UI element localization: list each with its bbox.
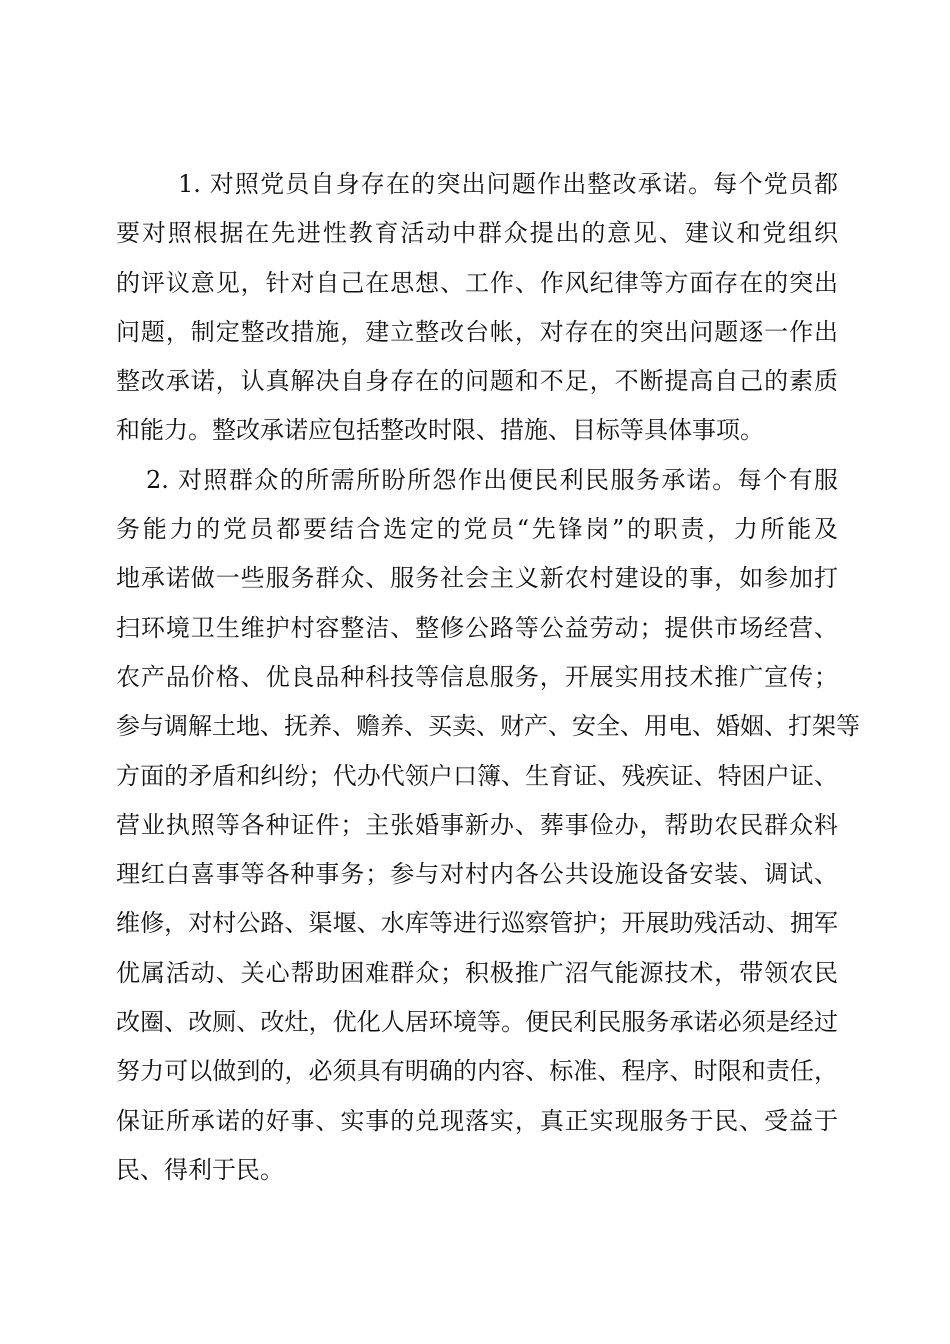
text-line: 优属活动、关心帮助困难群众；积极推广沼气能源技术，带领农民 [116,958,838,987]
text-line: 保证所承诺的好事、实事的兑现落实，真正实现服务于民、受益于 [116,1106,838,1135]
paragraph-1 [116,160,838,456]
text-line: 维修，对村公路、渠堰、水库等进行巡察管护；开展助残活动、拥军 [116,909,838,938]
text-line: 整改承诺，认真解决自身存在的问题和不足，不断提高自己的素质 [116,367,838,396]
text-line: 农产品价格、优良品种科技等信息服务，开展实用技术推广宣传； [116,662,838,691]
text-line: 营业执照等各种证件；主张婚事新办、葬事俭办，帮助农民群众料 [116,810,838,839]
text-line: 参与调解土地、抚养、赡养、买卖、财产、安全、用电、婚姻、打架等 [116,712,860,741]
text-line: 扫环境卫生维护村容整洁、整修公路等公益劳动；提供市场经营、 [116,613,838,642]
text-line: 务能力的党员都要结合选定的党员“先锋岗”的职责，力所能及 [116,515,838,544]
text-line: 改圈、改厕、改灶，优化人居环境等。便民利民服务承诺必须是经过 [116,1008,838,1037]
document-body [116,160,860,1195]
text-line: 和能力。整改承诺应包括整改时限、措施、目标等具体事项。 [116,416,764,445]
text-line: 理红白喜事等各种事务；参与对村内各公共设施设备安装、调试、 [116,860,838,889]
text-line: 的评议意见，针对自己在思想、工作、作风纪律等方面存在的突出 [116,268,838,297]
text-line: 问题，制定整改措施，建立整改台帐，对存在的突出问题逐一作出 [116,317,838,346]
text-line: 2. 对照群众的所需所盼所怨作出便民利民服务承诺。每个有服 [146,465,838,494]
text-line: 1. 对照党员自身存在的突出问题作出整改承诺。每个党员都 [178,170,838,198]
paragraph-2 [116,456,860,1195]
text-line: 方面的矛盾和纠纷；代办代领户口簿、生育证、残疾证、特困户证、 [116,761,838,790]
text-line: 要对照根据在先进性教育活动中群众提出的意见、建议和党组织 [116,219,838,248]
text-line: 努力可以做到的，必须具有明确的内容、标准、程序、时限和责任， [116,1057,838,1086]
text-line: 地承诺做一些服务群众、服务社会主义新农村建设的事，如参加打 [116,564,838,593]
text-line: 民、得利于民。 [116,1155,284,1184]
